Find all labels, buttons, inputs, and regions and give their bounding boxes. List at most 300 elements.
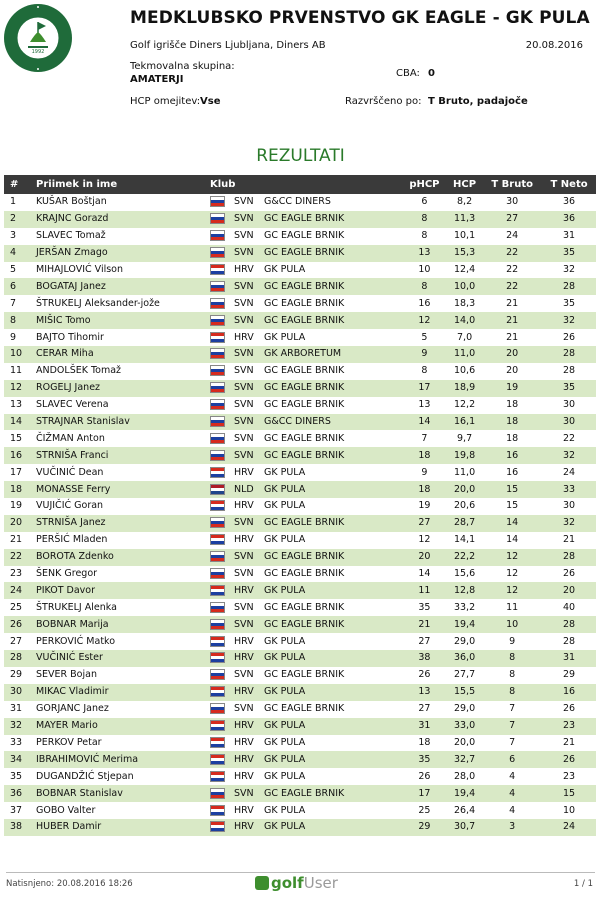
hcp-cell: 11,0 (453, 466, 476, 478)
flag-cell (208, 735, 232, 752)
hrv-flag-icon (210, 737, 225, 748)
player-name-cell: PERKOV Petar (36, 736, 102, 748)
club-cell: GK ARBORETUM (262, 346, 402, 363)
neto-cell: 21 (563, 534, 576, 546)
bruto-cell: 7 (509, 736, 516, 748)
flag-cell (208, 515, 232, 532)
phcp-cell: 38 (402, 650, 447, 667)
rank-cell: 14 (4, 414, 34, 431)
table-row (4, 819, 596, 836)
table-row (4, 414, 596, 431)
bruto-cell: 15 (506, 500, 519, 512)
hcp-cell: 28,7 (447, 515, 482, 532)
bruto-cell: 30 (506, 196, 519, 208)
hrv-flag-icon (210, 720, 225, 731)
flag-cell (208, 414, 232, 431)
country-code-cell: HRV (234, 804, 254, 816)
club-cell: GK PULA (262, 481, 402, 498)
country-code-cell: SVN (234, 669, 254, 681)
bruto-cell: 18 (506, 399, 519, 411)
player-name-cell: DUGANDŽIĆ Stjepan (36, 770, 134, 782)
neto-cell: 16 (542, 684, 596, 701)
club-cell: GK PULA (264, 534, 306, 546)
bruto-cell: 14 (482, 515, 542, 532)
neto-cell: 28 (563, 365, 576, 377)
hcp-cell: 11,3 (447, 211, 482, 228)
country-code-cell: SVN (232, 312, 262, 329)
page-number: 1 / 1 (573, 879, 593, 889)
player-name-cell: BAJTO Tihomir (36, 331, 104, 343)
bruto-cell: 4 (509, 804, 516, 816)
country-code-cell: HRV (234, 331, 254, 343)
phcp-cell: 12 (418, 534, 431, 546)
bruto-cell: 8 (509, 669, 516, 681)
table-row (4, 667, 596, 684)
col-header-hcp: HCP (447, 175, 482, 194)
flag-cell (208, 262, 232, 279)
rank-cell: 7 (10, 297, 17, 309)
hcp-cell: 7,0 (457, 331, 473, 343)
table-row (4, 802, 596, 819)
country-code-cell: HRV (234, 635, 254, 647)
flag-cell (208, 599, 232, 616)
rank-cell: 17 (10, 466, 23, 478)
hcp-cell: 33,0 (447, 718, 482, 735)
club-cell: GC EAGLE BRNIK (264, 568, 345, 580)
col-header-bruto: T Bruto (482, 175, 542, 194)
rank-cell: 2 (4, 211, 34, 228)
country-code-cell: SVN (232, 211, 262, 228)
table-row (4, 211, 596, 228)
flag-cell (208, 768, 232, 785)
hcp-cell: 14,1 (453, 534, 476, 546)
hcp-cell: 15,6 (453, 568, 476, 580)
neto-cell: 40 (563, 601, 576, 613)
table-row (4, 262, 596, 279)
neto-cell: 28 (542, 346, 596, 363)
table-row (4, 532, 596, 549)
phcp-cell: 9 (402, 346, 447, 363)
rank-cell: 9 (10, 331, 17, 343)
nld-flag-icon (210, 484, 225, 495)
flag-cell (208, 346, 232, 363)
club-cell: GK PULA (264, 466, 306, 478)
player-name-cell: MIHAJLOVIĆ Vilson (36, 264, 124, 275)
neto-cell: 31 (563, 230, 576, 242)
hcp-cell: 10,0 (447, 278, 482, 295)
brand-user: User (303, 874, 338, 892)
phcp-cell: 8 (421, 365, 428, 377)
country-code-cell: HRV (232, 751, 262, 768)
group-value: AMATERJI (130, 74, 184, 85)
rank-cell: 37 (10, 804, 23, 816)
rank-cell: 28 (4, 650, 34, 667)
col-header-rank: # (4, 175, 34, 194)
flag-cell (208, 295, 232, 312)
neto-cell: 32 (563, 264, 576, 275)
table-row (4, 329, 596, 346)
player-name-cell: STRNIŠA Janez (34, 515, 208, 532)
player-name-cell: ŠENK Gregor (36, 568, 98, 580)
club-cell: GK PULA (264, 331, 306, 343)
bruto-cell: 11 (506, 601, 519, 613)
phcp-cell: 35 (402, 751, 447, 768)
svn-flag-icon (210, 399, 225, 410)
flag-cell (208, 802, 232, 819)
country-code-cell: SVN (232, 414, 262, 431)
club-cell: GC EAGLE BRNIK (262, 549, 402, 566)
results-table (4, 175, 596, 836)
phcp-cell: 14 (402, 414, 447, 431)
neto-cell: 29 (563, 669, 576, 681)
country-code-cell: HRV (234, 534, 254, 546)
logo-year: 1992 (31, 49, 45, 55)
table-row (4, 515, 596, 532)
phcp-cell: 26 (418, 669, 431, 681)
bruto-cell: 21 (506, 297, 519, 309)
table-row (4, 582, 596, 599)
rank-cell: 5 (10, 264, 17, 275)
svn-flag-icon (210, 568, 225, 579)
rank-cell: 8 (4, 312, 34, 329)
neto-cell: 24 (563, 466, 576, 478)
phcp-cell: 31 (402, 718, 447, 735)
club-cell: GK PULA (262, 819, 402, 836)
svn-flag-icon (210, 281, 225, 292)
table-row (4, 380, 596, 397)
player-name-cell: PERŠIĆ Mladen (36, 534, 108, 546)
table-row (4, 397, 596, 414)
hrv-flag-icon (210, 264, 225, 275)
club-cell: GK PULA (262, 751, 402, 768)
player-name-cell: SLAVEC Tomaž (36, 230, 106, 242)
player-name-cell: ČIŽMAN Anton (36, 432, 105, 444)
bruto-cell: 27 (482, 211, 542, 228)
player-name-cell: VUJIČIĆ Goran (36, 500, 104, 512)
hrv-flag-icon (210, 500, 225, 511)
svn-flag-icon (210, 298, 225, 309)
table-row (4, 194, 596, 211)
bruto-cell: 4 (509, 770, 516, 782)
flag-cell (208, 532, 232, 549)
cba-value: 0 (428, 68, 435, 79)
player-name-cell: MONASSE Ferry (34, 481, 208, 498)
flag-cell (208, 549, 232, 566)
player-name-cell: STRNIŠA Franci (34, 447, 208, 464)
phcp-cell: 9 (421, 466, 428, 478)
hcp-cell: 20,0 (447, 481, 482, 498)
svn-flag-icon (210, 247, 225, 258)
rank-cell: 31 (10, 703, 23, 715)
rank-cell: 3 (10, 230, 17, 242)
club-cell: GC EAGLE BRNIK (264, 669, 345, 681)
flag-cell (208, 751, 232, 768)
hrv-flag-icon (210, 652, 225, 663)
player-name-cell: BOGATAJ Janez (34, 278, 208, 295)
neto-cell: 31 (542, 650, 596, 667)
rank-cell: 10 (4, 346, 34, 363)
section-title: REZULTATI (256, 146, 345, 166)
hcp-cell: 20,0 (453, 736, 476, 748)
bruto-cell: 14 (506, 534, 519, 546)
svn-flag-icon (210, 669, 225, 680)
club-cell: GK PULA (264, 770, 306, 782)
table-row (4, 684, 596, 701)
club-cell: GC EAGLE BRNIK (264, 230, 345, 242)
hcp-cell: 26,4 (453, 804, 476, 816)
bruto-cell: 8 (482, 684, 542, 701)
rank-cell: 27 (10, 635, 23, 647)
cba-label: CBA: (396, 68, 420, 79)
hrv-flag-icon (210, 467, 225, 478)
table-row (4, 278, 596, 295)
phcp-cell: 6 (421, 196, 428, 208)
country-code-cell: SVN (234, 230, 254, 242)
neto-cell: 28 (563, 635, 576, 647)
svn-flag-icon (210, 433, 225, 444)
club-cell: GC EAGLE BRNIK (262, 380, 402, 397)
svn-flag-icon (210, 788, 225, 799)
country-code-cell: SVN (232, 245, 262, 262)
rank-cell: 33 (10, 736, 23, 748)
phcp-cell: 19 (418, 500, 431, 512)
country-code-cell: SVN (232, 785, 262, 802)
hcp-limit-value: Vse (200, 96, 221, 107)
phcp-cell: 8 (402, 278, 447, 295)
bruto-cell: 7 (482, 718, 542, 735)
neto-cell: 26 (563, 568, 576, 580)
club-cell: GK PULA (262, 718, 402, 735)
table-row (4, 616, 596, 633)
bruto-cell: 3 (482, 819, 542, 836)
bruto-cell: 12 (482, 549, 542, 566)
flag-cell (208, 684, 232, 701)
rank-cell: 23 (10, 568, 23, 580)
flag-cell (208, 211, 232, 228)
neto-cell: 28 (542, 616, 596, 633)
hrv-flag-icon (210, 754, 225, 765)
player-name-cell: BOROTA Zdenko (34, 549, 208, 566)
table-row (4, 599, 596, 616)
svn-flag-icon (210, 703, 225, 714)
country-code-cell: SVN (234, 365, 254, 377)
table-row (4, 430, 596, 447)
sort-value: T Bruto, padajoče (428, 96, 528, 107)
table-row (4, 498, 596, 515)
phcp-cell: 5 (421, 331, 428, 343)
country-code-cell: HRV (232, 582, 262, 599)
hrv-flag-icon (210, 332, 225, 343)
neto-cell: 28 (542, 278, 596, 295)
hcp-cell: 15,3 (447, 245, 482, 262)
phcp-cell: 14 (418, 568, 431, 580)
player-name-cell: SLAVEC Verena (36, 399, 109, 411)
svn-flag-icon (210, 196, 225, 207)
neto-cell: 26 (563, 703, 576, 715)
bruto-cell: 9 (509, 635, 516, 647)
rank-cell: 30 (4, 684, 34, 701)
table-row (4, 228, 596, 245)
hrv-flag-icon (210, 805, 225, 816)
phcp-cell: 35 (418, 601, 431, 613)
rank-cell: 38 (4, 819, 34, 836)
hcp-cell: 18,3 (453, 297, 476, 309)
hcp-cell: 8,2 (457, 196, 473, 208)
flag-cell (208, 718, 232, 735)
player-name-cell: ŠTRUKELJ Aleksander-jože (36, 297, 160, 309)
country-code-cell: SVN (232, 549, 262, 566)
table-row (4, 549, 596, 566)
col-header-name: Priimek in ime (34, 175, 208, 194)
bruto-cell: 20 (506, 365, 519, 377)
rank-cell: 22 (4, 549, 34, 566)
flag-cell (208, 819, 232, 836)
table-row (4, 650, 596, 667)
player-name-cell: KRAJNC Gorazd (34, 211, 208, 228)
club-cell: GC EAGLE BRNIK (264, 399, 345, 411)
phcp-cell: 21 (402, 616, 447, 633)
hcp-limit-label: HCP omejitev: (130, 96, 201, 107)
player-name-cell: GOBO Valter (36, 804, 96, 816)
svn-flag-icon (210, 619, 225, 630)
club-cell: GC EAGLE BRNIK (264, 365, 345, 377)
neto-cell: 35 (542, 380, 596, 397)
country-code-cell: SVN (234, 601, 254, 613)
neto-cell: 28 (542, 549, 596, 566)
flag-cell (208, 498, 232, 515)
bruto-cell: 16 (506, 466, 519, 478)
bruto-cell: 21 (506, 331, 519, 343)
rank-cell: 13 (10, 399, 23, 411)
phcp-cell: 27 (402, 515, 447, 532)
country-code-cell: HRV (234, 264, 254, 275)
club-cell: GC EAGLE BRNIK (262, 785, 402, 802)
phcp-cell: 13 (418, 399, 431, 411)
table-row (4, 701, 596, 718)
club-cell: GC EAGLE BRNIK (264, 297, 345, 309)
svn-flag-icon (210, 348, 225, 359)
rank-cell: 36 (4, 785, 34, 802)
svn-flag-icon (210, 450, 225, 461)
club-cell: GC EAGLE BRNIK (264, 432, 345, 444)
neto-cell: 30 (563, 399, 576, 411)
printed-timestamp: Natisnjeno: 20.08.2016 18:26 (6, 879, 133, 889)
phcp-cell: 18 (402, 447, 447, 464)
col-header-club: Klub (208, 175, 402, 194)
phcp-cell: 10 (418, 264, 431, 275)
phcp-cell: 17 (402, 785, 447, 802)
phcp-cell: 26 (418, 770, 431, 782)
table-row (4, 245, 596, 262)
player-name-cell: MIŠIC Tomo (34, 312, 208, 329)
hcp-cell: 9,7 (457, 432, 473, 444)
hcp-cell: 12,2 (453, 399, 476, 411)
rank-cell: 35 (10, 770, 23, 782)
brand-golf: golf (271, 874, 304, 892)
rank-cell: 25 (10, 601, 23, 613)
player-name-cell: JERŠAN Zmago (34, 245, 208, 262)
bruto-cell: 18 (506, 432, 519, 444)
club-cell: GC EAGLE BRNIK (264, 703, 345, 715)
club-cell: GK PULA (264, 500, 306, 512)
hcp-cell: 28,0 (453, 770, 476, 782)
flag-cell (208, 566, 232, 583)
flag-cell (208, 228, 232, 245)
club-cell: GC EAGLE BRNIK (262, 312, 402, 329)
club-cell: GC EAGLE BRNIK (262, 447, 402, 464)
bruto-cell: 12 (506, 568, 519, 580)
neto-cell: 26 (563, 331, 576, 343)
country-code-cell: SVN (234, 432, 254, 444)
hrv-flag-icon (210, 771, 225, 782)
club-cell: GK PULA (264, 804, 306, 816)
bruto-cell: 24 (506, 230, 519, 242)
table-row (4, 768, 596, 785)
svn-flag-icon (210, 382, 225, 393)
rank-cell: 1 (10, 196, 17, 208)
club-cell: GK PULA (262, 684, 402, 701)
phcp-cell: 27 (418, 635, 431, 647)
neto-cell: 15 (542, 785, 596, 802)
country-code-cell: SVN (234, 399, 254, 411)
country-code-cell: SVN (232, 616, 262, 633)
rank-cell: 32 (4, 718, 34, 735)
club-cell: GC EAGLE BRNIK (262, 515, 402, 532)
table-row (4, 312, 596, 329)
bruto-cell: 19 (482, 380, 542, 397)
table-row (4, 785, 596, 802)
table-header-row (4, 175, 596, 194)
rank-cell: 16 (4, 447, 34, 464)
bruto-cell: 16 (482, 447, 542, 464)
phcp-cell: 16 (418, 297, 431, 309)
rank-cell: 11 (10, 365, 23, 377)
footer-divider (6, 872, 595, 873)
rank-cell: 6 (4, 278, 34, 295)
neto-cell: 23 (542, 718, 596, 735)
hcp-cell: 36,0 (447, 650, 482, 667)
phcp-cell: 8 (421, 230, 428, 242)
flag-cell (208, 397, 232, 414)
hcp-cell: 19,4 (447, 785, 482, 802)
bruto-cell: 22 (482, 278, 542, 295)
hcp-cell: 11,0 (447, 346, 482, 363)
bruto-cell: 21 (482, 312, 542, 329)
table-row (4, 481, 596, 498)
player-name-cell: SEVER Bojan (36, 669, 97, 681)
bruto-cell: 6 (482, 751, 542, 768)
phcp-cell: 7 (421, 432, 428, 444)
player-name-cell: STRAJNAR Stanislav (34, 414, 208, 431)
country-code-cell: SVN (232, 447, 262, 464)
hcp-cell: 10,1 (453, 230, 476, 242)
phcp-cell: 29 (402, 819, 447, 836)
hcp-cell: 20,6 (453, 500, 476, 512)
table-row (4, 464, 596, 481)
player-name-cell: KUŠAR Boštjan (36, 196, 107, 208)
venue-text: Golf igrišče Diners Ljubljana, Diners AB (130, 40, 326, 51)
hcp-cell: 19,4 (447, 616, 482, 633)
club-cell: GC EAGLE BRNIK (262, 616, 402, 633)
hcp-cell: 19,8 (447, 447, 482, 464)
country-code-cell: HRV (232, 718, 262, 735)
club-cell: G&CC DINERS (264, 196, 331, 208)
player-name-cell: VUČINIĆ Ester (34, 650, 208, 667)
results-body (4, 194, 596, 836)
golfuser-logo (255, 874, 338, 892)
flag-cell (208, 650, 232, 667)
club-cell: GC EAGLE BRNIK (262, 211, 402, 228)
